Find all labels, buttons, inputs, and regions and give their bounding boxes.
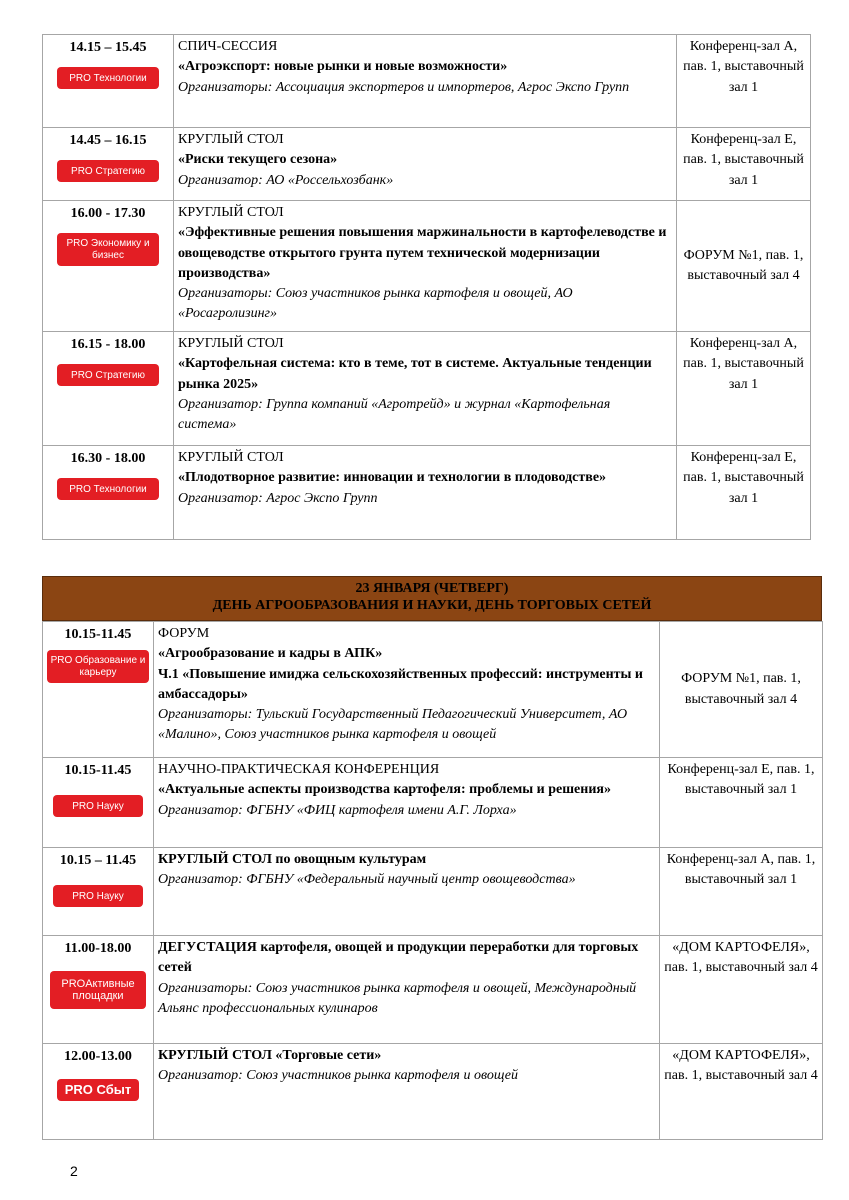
time-cell — [43, 758, 154, 848]
time-cell — [43, 35, 174, 128]
time-cell — [43, 128, 174, 201]
venue-cell: ФОРУМ №1, пав. 1, выставочный зал 4 — [660, 622, 823, 758]
topic-badge: PROАктивные площадки — [50, 971, 146, 1009]
event-cell — [174, 128, 677, 201]
topic-badge: PRO Технологии — [57, 67, 159, 89]
event-organizer: Организатор: Группа компаний «Агротрейд» и журнал «Картофельная система» — [178, 396, 611, 433]
event-organizer: Организаторы: Союз участников рынка картофеля и овощей, Международный Альянс профессиональных кулинаров — [158, 980, 637, 1016]
day-header-date: 23 ЯНВАРЯ (ЧЕТВЕРГ) — [355, 581, 509, 596]
event-organizer: Организатор: ФГБНУ «ФИЦ картофеля имени А.Г. Лорха» — [158, 802, 517, 818]
venue-cell: ФОРУМ №1, пав. 1, выставочный зал 4 — [677, 201, 811, 332]
event-organizer: Организатор: Агрос Экспо Групп — [178, 490, 378, 506]
time-cell — [43, 936, 154, 1044]
time-cell — [43, 446, 174, 540]
time-label: 16.30 - 18.00 — [70, 451, 146, 466]
topic-badge: PRO Стратегию — [57, 364, 159, 386]
table-row — [43, 1044, 823, 1140]
topic-badge: PRO Науку — [53, 795, 143, 817]
day-header — [42, 576, 822, 621]
time-label: 10.15-11.45 — [64, 627, 132, 642]
table-row — [43, 446, 811, 540]
event-cell — [154, 936, 660, 1044]
time-cell — [43, 332, 174, 446]
event-type: КРУГЛЫЙ СТОЛ — [178, 132, 284, 147]
event-type: КРУГЛЫЙ СТОЛ по овощным культурам — [158, 852, 427, 867]
event-cell — [174, 35, 677, 128]
event-title: «Картофельная система: кто в теме, тот в системе. Актуальные тенденции рынка 2025» — [178, 356, 652, 392]
topic-badge: PRO Технологии — [57, 478, 159, 500]
time-label: 11.00-18.00 — [64, 941, 132, 956]
schedule-table-day-2 — [42, 621, 823, 1140]
time-label: 16.00 - 17.30 — [70, 206, 146, 221]
event-title: «Эффективные решения повышения маржинальности в картофелеводстве и овощеводстве открытого грунта путем технической модернизации производства» — [178, 225, 667, 281]
event-type: СПИЧ-СЕССИЯ — [178, 39, 278, 54]
event-subtitle: Ч.1 «Повышение имиджа сельскохозяйственных профессий: инструменты и амбассадоры» — [158, 666, 644, 702]
event-organizer: Организаторы: Союз участников рынка картофеля и овощей, АО «Росагролизинг» — [178, 286, 573, 322]
venue-cell: «ДОМ КАРТОФЕЛЯ», пав. 1, выставочный зал 4 — [660, 936, 823, 1044]
time-label: 12.00-13.00 — [64, 1049, 132, 1064]
table-row — [43, 201, 811, 332]
venue-cell: Конференц-зал Е, пав. 1, выставочный зал 1 — [660, 758, 823, 848]
page-number: 2 — [70, 1163, 78, 1179]
day-header-theme: ДЕНЬ АГРООБРАЗОВАНИЯ И НАУКИ, ДЕНЬ ТОРГОВЫХ СЕТЕЙ — [212, 597, 652, 613]
time-label: 10.15-11.45 — [64, 763, 132, 778]
time-label: 14.45 – 16.15 — [69, 133, 147, 148]
event-type: КРУГЛЫЙ СТОЛ «Торговые сети» — [158, 1048, 382, 1063]
event-cell — [174, 332, 677, 446]
event-cell — [154, 758, 660, 848]
topic-badge: PRO Науку — [53, 885, 143, 907]
venue-cell: Конференц-зал А, пав. 1, выставочный зал 1 — [677, 35, 811, 128]
event-type: НАУЧНО-ПРАКТИЧЕСКАЯ КОНФЕРЕНЦИЯ — [158, 762, 440, 777]
event-type: КРУГЛЫЙ СТОЛ — [178, 336, 284, 351]
time-cell — [43, 1044, 154, 1140]
event-title: «Агроэкспорт: новые рынки и новые возможности» — [178, 59, 508, 75]
venue-cell: «ДОМ КАРТОФЕЛЯ», пав. 1, выставочный зал 4 — [660, 1044, 823, 1140]
time-cell — [43, 201, 174, 332]
event-organizer: Организатор: Союз участников рынка картофеля и овощей — [158, 1068, 518, 1084]
table-row — [43, 128, 811, 201]
event-organizer: Организатор: АО «Россельхозбанк» — [178, 172, 394, 188]
venue-cell: Конференц-зал Е, пав. 1, выставочный зал 1 — [677, 446, 811, 540]
table-row — [43, 35, 811, 128]
table-row — [43, 622, 823, 758]
event-type: КРУГЛЫЙ СТОЛ — [178, 450, 284, 465]
event-cell — [174, 201, 677, 332]
event-title: «Плодотворное развитие: инновации и технологии в плодоводстве» — [178, 470, 607, 486]
schedule-table-day-1 — [42, 34, 811, 540]
venue-cell: Конференц-зал А, пав. 1, выставочный зал 1 — [660, 848, 823, 936]
event-organizer: Организатор: ФГБНУ «Федеральный научный центр овощеводства» — [158, 872, 576, 888]
topic-badge: PRO Сбыт — [57, 1079, 139, 1101]
event-type: ДЕГУСТАЦИЯ картофеля, овощей и продукции переработки для торговых сетей — [158, 940, 639, 976]
venue-cell: Конференц-зал Е, пав. 1, выставочный зал 1 — [677, 128, 811, 201]
event-cell — [154, 1044, 660, 1140]
table-row — [43, 936, 823, 1044]
time-cell — [43, 622, 154, 758]
time-cell — [43, 848, 154, 936]
event-title: «Агрообразование и кадры в АПК» — [158, 646, 383, 662]
event-cell — [154, 848, 660, 936]
event-title: «Актуальные аспекты производства картофеля: проблемы и решения» — [158, 782, 611, 798]
table-row — [43, 332, 811, 446]
event-cell — [154, 622, 660, 758]
topic-badge: PRO Экономику и бизнес — [57, 233, 159, 266]
event-type: ФОРУМ — [158, 626, 210, 641]
event-cell — [174, 446, 677, 540]
time-label: 10.15 – 11.45 — [59, 853, 137, 868]
table-row — [43, 758, 823, 848]
event-title: «Риски текущего сезона» — [178, 152, 338, 168]
time-label: 16.15 - 18.00 — [70, 337, 146, 352]
topic-badge: PRO Образование и карьеру — [47, 650, 149, 683]
event-organizer: Организаторы: Ассоциация экспортеров и импортеров, Агрос Экспо Групп — [178, 79, 630, 95]
table-row — [43, 848, 823, 936]
event-organizer: Организаторы: Тульский Государственный Педагогический Университет, АО «Малино», Союз участников рынка картофеля и овощей — [158, 707, 628, 743]
topic-badge: PRO Стратегию — [57, 160, 159, 182]
time-label: 14.15 – 15.45 — [69, 40, 147, 55]
event-type: КРУГЛЫЙ СТОЛ — [178, 205, 284, 220]
venue-cell: Конференц-зал А, пав. 1, выставочный зал 1 — [677, 332, 811, 446]
